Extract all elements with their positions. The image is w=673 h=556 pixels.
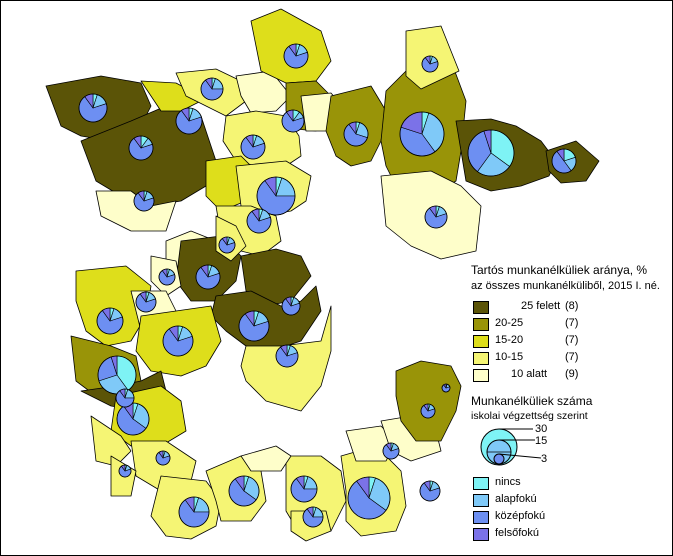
district-region bbox=[241, 446, 291, 471]
pie-symbol bbox=[129, 136, 153, 160]
pie-symbol bbox=[119, 465, 131, 477]
pie-symbol bbox=[117, 403, 149, 435]
legend-class-label: 10-15 bbox=[495, 351, 524, 363]
pie-symbol bbox=[552, 149, 576, 173]
legend-class-label: 15-20 bbox=[495, 334, 524, 346]
legend-class-label: 20-25 bbox=[495, 317, 524, 329]
pie-symbol bbox=[291, 476, 317, 502]
pie-symbol bbox=[201, 78, 223, 100]
legend-class-count: (7) bbox=[565, 351, 579, 363]
size-legend-subtitle: iskolai végzettség szerint bbox=[471, 410, 588, 422]
education-label: alapfokú bbox=[495, 493, 537, 505]
pie-symbol bbox=[247, 209, 271, 233]
pie-symbol bbox=[442, 384, 450, 392]
legend-class-count: (7) bbox=[565, 334, 579, 346]
pie-symbol bbox=[229, 476, 259, 506]
pie-symbol bbox=[383, 443, 399, 459]
size-legend-title: Munkanélküliek száma bbox=[471, 394, 593, 408]
pie-symbol bbox=[422, 56, 438, 72]
pie-symbol bbox=[468, 130, 514, 176]
education-swatch bbox=[473, 494, 489, 507]
legend-class-label: 10 alatt bbox=[511, 368, 548, 380]
pie-symbol bbox=[134, 191, 154, 211]
pie-symbol bbox=[79, 94, 107, 122]
pie-symbol bbox=[348, 477, 390, 519]
pie-symbol bbox=[97, 308, 123, 334]
pie-symbol bbox=[116, 389, 134, 407]
legend-class-count: (8) bbox=[565, 300, 579, 312]
pie-symbol bbox=[136, 292, 156, 312]
education-swatch bbox=[473, 511, 489, 524]
pie-symbol bbox=[196, 265, 220, 289]
pie-symbol bbox=[344, 122, 368, 146]
education-label: középfokú bbox=[495, 510, 546, 522]
pie-symbol bbox=[282, 110, 304, 132]
pie-symbol bbox=[176, 108, 202, 134]
pie-symbol bbox=[425, 206, 447, 228]
pie-symbol bbox=[219, 237, 235, 253]
size-label-30: 30 bbox=[535, 423, 548, 435]
pie-symbol bbox=[276, 345, 298, 367]
legend-box bbox=[463, 259, 669, 549]
legend-swatch bbox=[473, 335, 489, 348]
education-label: nincs bbox=[495, 476, 521, 488]
pie-symbol bbox=[303, 507, 323, 527]
legend-swatch bbox=[473, 301, 489, 314]
pie-symbol bbox=[156, 451, 170, 465]
legend-title: Tartós munkanélküliek aránya, % bbox=[471, 263, 648, 277]
size-label-3: 3 bbox=[541, 453, 548, 465]
pie-symbol bbox=[420, 481, 440, 501]
legend-class-count: (7) bbox=[565, 317, 579, 329]
pie-symbol bbox=[159, 269, 175, 285]
education-swatch bbox=[473, 528, 489, 541]
size-legend-circles bbox=[469, 425, 579, 471]
pie-symbol bbox=[98, 356, 136, 394]
pie-symbol bbox=[421, 404, 435, 418]
legend-subtitle: az összes munkanélküliből, 2015 I. né. bbox=[471, 280, 660, 292]
education-swatch bbox=[473, 477, 489, 490]
legend-class-label: 25 felett bbox=[521, 300, 561, 312]
pie-symbol bbox=[241, 135, 265, 159]
pie-symbol bbox=[239, 311, 269, 341]
pie-symbol bbox=[163, 326, 193, 356]
pie-symbol bbox=[282, 297, 300, 315]
size-circle-3 bbox=[494, 454, 504, 464]
pie-symbol bbox=[284, 44, 308, 68]
legend-swatch bbox=[473, 318, 489, 331]
education-label: felsőfokú bbox=[495, 527, 540, 539]
size-label-15: 15 bbox=[535, 435, 548, 447]
legend-swatch bbox=[473, 369, 489, 382]
legend-class-count: (9) bbox=[565, 368, 579, 380]
pie-symbol bbox=[179, 497, 209, 527]
legend-swatch bbox=[473, 352, 489, 365]
pie-symbol bbox=[400, 112, 444, 156]
